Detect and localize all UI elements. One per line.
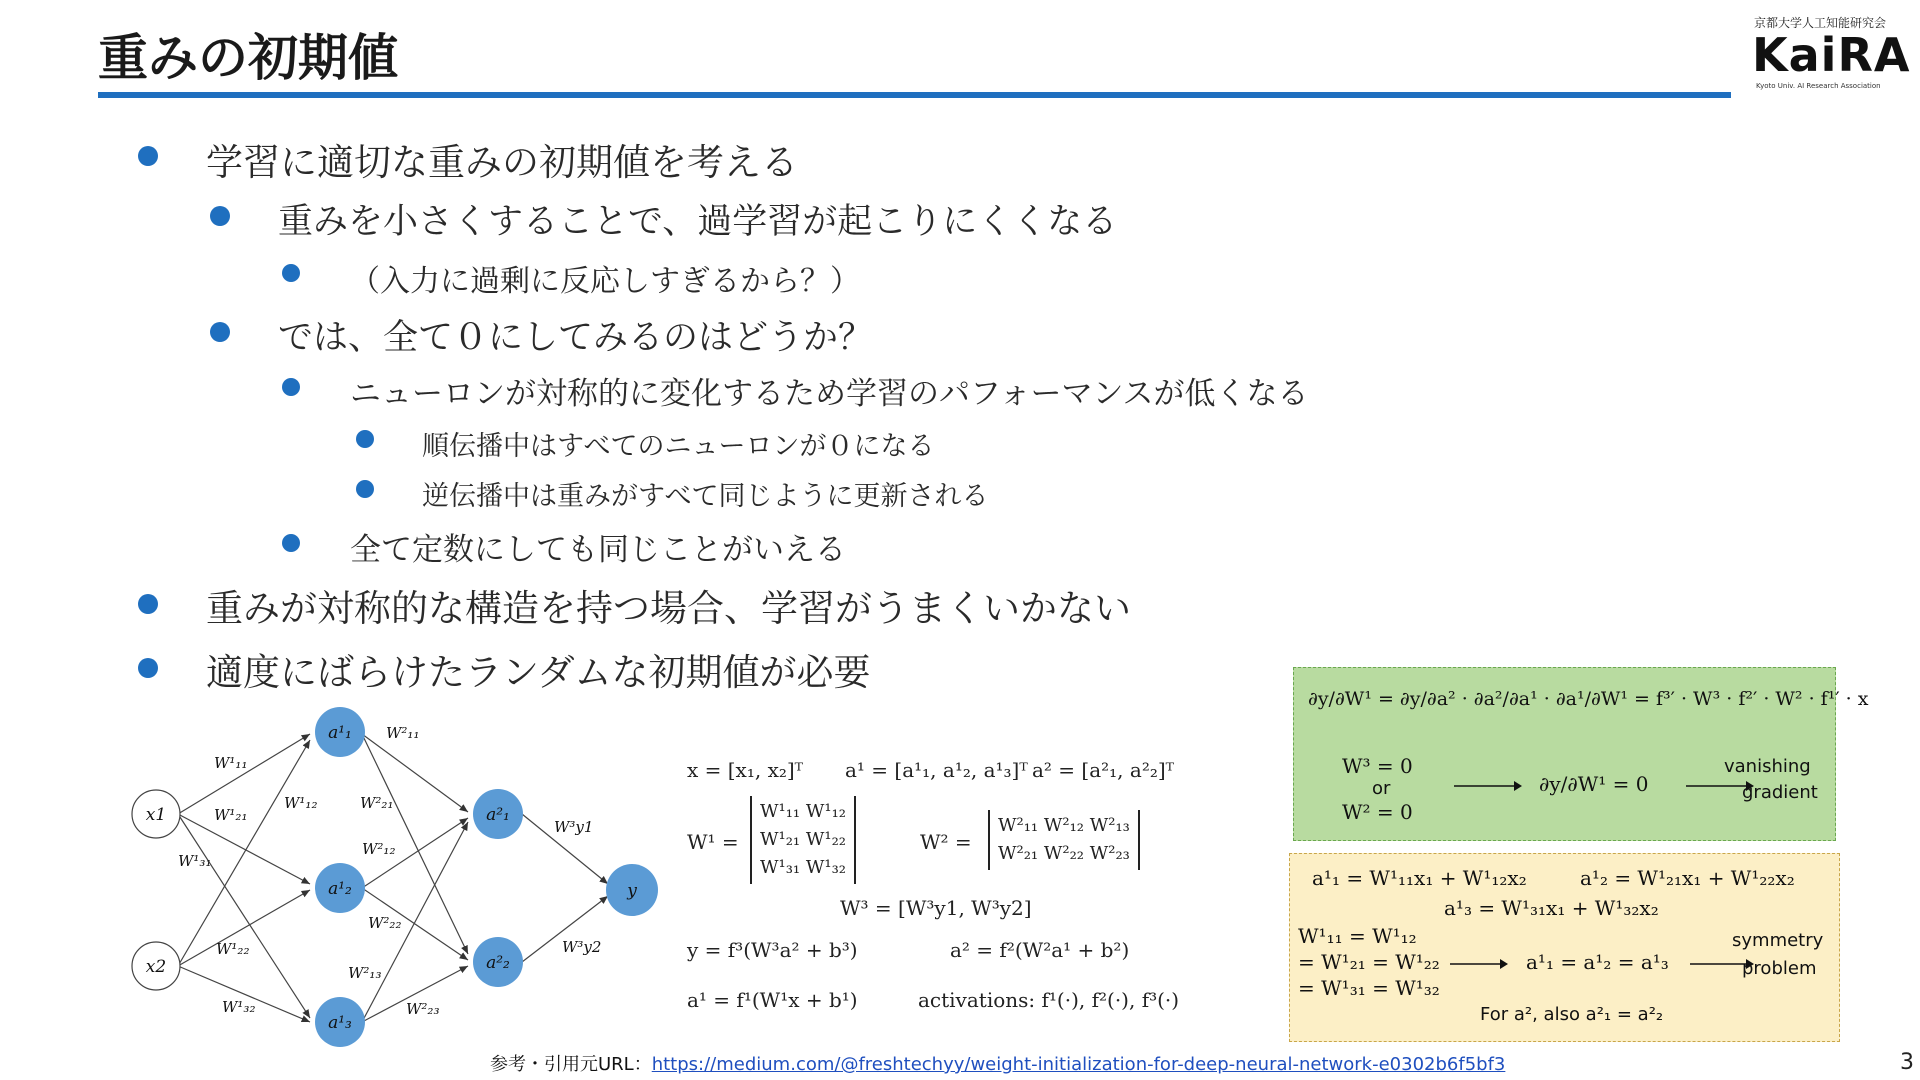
bullet-dot xyxy=(356,430,374,448)
activations: activations: f¹(·), f²(·), f³(·) xyxy=(918,988,1180,1012)
condition-w3: W³ = 0 xyxy=(1342,754,1413,778)
logo-brand: KaiRA xyxy=(1752,28,1911,82)
vanishing-gradient-box xyxy=(1293,667,1869,841)
weight-label: W¹₁₂ xyxy=(284,794,318,812)
weight-label: W²₂₂ xyxy=(368,914,402,932)
w3-definition: W³ = [W³y1, W³y2] xyxy=(840,896,1032,920)
layer2-note: For a², also a²₁ = a²₂ xyxy=(1480,1004,1664,1025)
weight-label: W¹₂₂ xyxy=(216,940,250,958)
weight-label: W²₁₁ xyxy=(386,724,420,742)
node-label: a²₂ xyxy=(486,953,510,973)
node-label: x1 xyxy=(145,805,167,825)
matrix-row: W²₁₁ W²₁₂ W²₁₃ xyxy=(998,815,1130,836)
logo-subtitle: Kyoto Univ. AI Research Association xyxy=(1756,82,1881,90)
neural-network-diagram xyxy=(130,700,670,1050)
x-definition: x = [x₁, x₂]ᵀ xyxy=(687,758,804,782)
bullet-item: （入力に過剰に反応しすぎるから？） xyxy=(350,264,860,299)
bullet-item: 逆伝播中は重みがすべて同じように更新される xyxy=(422,481,989,512)
bullet-dot xyxy=(282,378,300,396)
bullet-dot xyxy=(282,264,300,282)
gradient-result: ∂y/∂W¹ = 0 xyxy=(1539,772,1649,796)
outcome-line2: problem xyxy=(1742,958,1817,979)
eq-a12: a¹₂ = W¹₂₁x₁ + W¹₂₂x₂ xyxy=(1580,866,1795,890)
weight-label: W¹₃₂ xyxy=(222,998,256,1016)
reference-link[interactable]: https://medium.com/@freshtechyy/weight-initialization-for-deep-neural-network-e0302b6f5bf3 xyxy=(651,1054,1506,1075)
node-label: a¹₂ xyxy=(328,879,352,899)
chain-rule: ∂y/∂W¹ = ∂y/∂a² · ∂a²/∂a¹ · ∂a¹/∂W¹ = f³′ · W³ · f²′ · W² · f¹′ · x xyxy=(1308,688,1869,710)
weight-label: W²₂₃ xyxy=(406,1000,440,1018)
symmetry-problem-box xyxy=(1289,853,1840,1042)
weight-label: W²₁₂ xyxy=(362,840,396,858)
condition-w2: W² = 0 xyxy=(1342,800,1413,824)
weight-label: W³y2 xyxy=(562,938,602,956)
weight-eq-row3: = W¹₃₁ = W¹₃₂ xyxy=(1298,976,1440,1000)
bullet-dot xyxy=(138,658,158,678)
bullet-item: では、全て０にしてみるのはどうか？ xyxy=(278,318,874,358)
outcome-line2: gradient xyxy=(1742,782,1818,803)
bullet-item: 学習に適切な重みの初期値を考える xyxy=(206,141,798,184)
weight-eq-row1: W¹₁₁ = W¹₁₂ xyxy=(1298,924,1417,948)
outcome-line1: symmetry xyxy=(1732,930,1824,951)
matrix-row: W²₂₁ W²₂₂ W²₂₃ xyxy=(998,843,1130,864)
bullet-item: 全て定数にしても同じことがいえる xyxy=(350,532,846,568)
bullet-dot xyxy=(356,480,374,498)
weight-label: W²₁₃ xyxy=(348,964,382,982)
a1-definition: a¹ = [a¹₁, a¹₂, a¹₃]ᵀ xyxy=(845,758,1028,782)
page-number: 3 xyxy=(1900,1050,1914,1075)
node-label: a¹₁ xyxy=(328,723,352,743)
outcome-line1: vanishing xyxy=(1724,756,1811,777)
weight-label: W¹₁₁ xyxy=(214,754,248,772)
matrix-row: W¹₃₁ W¹₃₂ xyxy=(760,857,847,878)
node-label: a¹₃ xyxy=(328,1013,352,1033)
activation-equality: a¹₁ = a¹₂ = a¹₃ xyxy=(1526,950,1669,974)
node-label: a²₁ xyxy=(486,805,510,825)
bullet-item: 順伝播中はすべてのニューロンが０になる xyxy=(422,431,935,462)
or-label: or xyxy=(1372,778,1391,799)
bullet-dot xyxy=(210,206,230,226)
bullet-item: 重みが対称的な構造を持つ場合、学習がうまくいかない xyxy=(206,587,1131,630)
weight-label: W³y1 xyxy=(554,818,594,836)
a2-equation: a² = f²(W²a¹ + b²) xyxy=(950,938,1130,962)
bullet-item: 適度にばらけたランダムな初期値が必要 xyxy=(206,651,871,694)
bullet-dot xyxy=(282,534,300,552)
kaira-logo xyxy=(1752,12,1912,90)
matrix-row: W¹₁₁ W¹₁₂ xyxy=(760,801,847,822)
w2-label: W² = xyxy=(920,830,972,854)
bullet-item: ニューロンが対称的に変化するため学習のパフォーマンスが低くなる xyxy=(350,376,1309,412)
title-underline xyxy=(98,92,1731,98)
bullet-item: 重みを小さくすることで、過学習が起こりにくくなる xyxy=(278,202,1118,242)
reference-line xyxy=(490,1050,1505,1076)
bullet-dot xyxy=(210,322,230,342)
w1-label: W¹ = xyxy=(687,830,739,854)
a1-equation: a¹ = f¹(W¹x + b¹) xyxy=(687,988,858,1012)
weight-label: W²₂₁ xyxy=(360,794,394,812)
node-label: y xyxy=(627,881,637,901)
bullet-dot xyxy=(138,594,158,614)
eq-a11: a¹₁ = W¹₁₁x₁ + W¹₁₂x₂ xyxy=(1312,866,1527,890)
matrix-row: W¹₂₁ W¹₂₂ xyxy=(760,829,847,850)
weight-label: W¹₂₁ xyxy=(214,806,248,824)
reference-label: 参考・引用元URL： xyxy=(490,1054,652,1075)
weight-label: W¹₃₁ xyxy=(178,852,212,870)
slide-title: 重みの初期値 xyxy=(98,29,398,87)
eq-a13: a¹₃ = W¹₃₁x₁ + W¹₃₂x₂ xyxy=(1444,896,1659,920)
arrow-icon xyxy=(1450,958,1510,970)
weight-eq-row2: = W¹₂₁ = W¹₂₂ xyxy=(1298,950,1440,974)
a2-definition: a² = [a²₁, a²₂]ᵀ xyxy=(1032,758,1175,782)
node-label: x2 xyxy=(145,957,167,977)
bullet-dot xyxy=(138,146,158,166)
logo-japanese: 京都大学人工知能研究会 xyxy=(1754,16,1887,30)
w2-matrix xyxy=(988,810,1140,870)
w1-matrix xyxy=(750,796,856,884)
arrow-icon xyxy=(1454,780,1524,792)
y-equation: y = f³(W³a² + b³) xyxy=(687,938,858,962)
